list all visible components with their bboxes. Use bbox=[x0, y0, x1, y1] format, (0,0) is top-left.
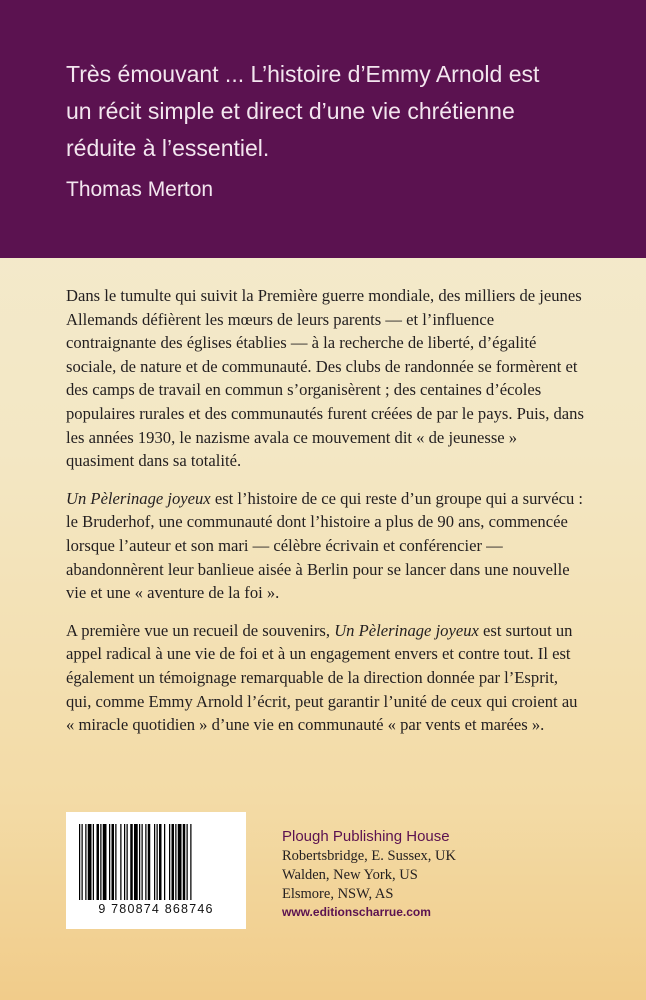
publisher-address-1: Robertsbridge, E. Sussex, UK bbox=[282, 848, 456, 864]
barcode-bar bbox=[112, 824, 115, 900]
description-paragraph-2 bbox=[66, 487, 586, 605]
quote-line-2: un récit simple et direct d’une vie chrétienne bbox=[66, 98, 515, 124]
publisher-address-2: Walden, New York, US bbox=[282, 867, 418, 883]
barcode-bar bbox=[124, 824, 125, 900]
barcode-bar bbox=[148, 824, 151, 900]
quote-band bbox=[0, 0, 646, 258]
barcode-bar bbox=[97, 824, 100, 900]
barcode-bar bbox=[88, 824, 92, 900]
quote-line-1: Très émouvant ... L’histoire d’Emmy Arnold est bbox=[66, 61, 540, 87]
book-title-italic: Un Pèlerinage joyeux bbox=[334, 620, 479, 640]
barcode-bar bbox=[100, 824, 101, 900]
barcode-bar bbox=[159, 824, 162, 900]
quote-line-3: réduite à l’essentiel. bbox=[66, 135, 270, 161]
barcode-bars bbox=[77, 824, 235, 900]
barcode-bar bbox=[134, 824, 138, 900]
blurb-quote bbox=[66, 56, 626, 167]
barcode-bar bbox=[79, 824, 80, 900]
publisher-info bbox=[282, 827, 456, 921]
barcode-bar bbox=[85, 824, 86, 900]
barcode-bar bbox=[130, 824, 133, 900]
barcode-bar bbox=[183, 824, 186, 900]
publisher-website[interactable]: www.editionscharrue.com bbox=[282, 905, 431, 919]
publisher-name: Plough Publishing House bbox=[282, 828, 450, 845]
barcode-bar bbox=[169, 824, 170, 900]
barcode-bar bbox=[154, 824, 155, 900]
barcode-bar bbox=[120, 824, 121, 900]
barcode-bar bbox=[157, 824, 158, 900]
paragraph-2-text: est l’histoire de ce qui reste d’un groupe qui a survécu : le Bruderhof, une communauté dont l’histoire a plus de 90 ans, commencée lorsque l’auteur et son mari — célèbre écrivain et conférencier — abandonnèrent leur banlieue aisée à Berlin pour se lancer dans une nouvelle vie et une « aventure de la foi ». bbox=[66, 488, 584, 603]
isbn-barcode bbox=[66, 812, 246, 929]
barcode-bar bbox=[109, 824, 110, 900]
barcode-bar bbox=[115, 824, 116, 900]
paragraph-3-text: est surtout un appel radical à une vie de foi et à un engagement envers et contre tout. Il est également un témoignage remarquable de la direction donnée par l’Esprit, qui, comme Emmy Arnold l’écrit, peut garantir l’unité de ceux qui croient au « miracle quotidien » d’une vie en communauté « par vents et marées ». bbox=[66, 620, 578, 735]
barcode-bar bbox=[145, 824, 146, 900]
barcode-bar bbox=[164, 824, 165, 900]
description-paragraph-3 bbox=[66, 619, 586, 737]
paragraph-3-start: A première vue un recueil de souvenirs, bbox=[66, 620, 335, 640]
barcode-bar bbox=[172, 824, 175, 900]
book-title-italic: Un Pèlerinage joyeux bbox=[66, 488, 211, 508]
barcode-bar bbox=[187, 824, 188, 900]
description-paragraph-1: Dans le tumulte qui suivit la Première guerre mondiale, des milliers de jeunes Allemands défièrent les mœurs de leurs parents — et l’influence contraignante des églises établies — à la recherche de liberté, d’égalité sociale, de nature et de communauté. Des clubs de randonnée se formèrent et des camps de travail en commun s’organisèrent ; des centaines d’écoles populaires rurales et des communautés furent créées de par le pays. Puis, dans les années 1930, le nazisme avala ce mouvement dit « de jeunesse » quasiment dans sa totalité. bbox=[66, 286, 584, 471]
barcode-bar bbox=[142, 824, 143, 900]
isbn-number: 9 780874 868746 bbox=[98, 902, 214, 916]
barcode-bar bbox=[82, 824, 83, 900]
barcode-bar bbox=[103, 824, 107, 900]
barcode-bar bbox=[139, 824, 140, 900]
barcode-bar bbox=[93, 824, 94, 900]
barcode-bar bbox=[175, 824, 176, 900]
barcode-bar bbox=[190, 824, 191, 900]
barcode-bar bbox=[127, 824, 128, 900]
publisher-address-3: Elsmore, NSW, AS bbox=[282, 886, 394, 902]
book-description bbox=[66, 284, 586, 751]
barcode-bar bbox=[178, 824, 182, 900]
quote-author: Thomas Merton bbox=[66, 178, 214, 201]
